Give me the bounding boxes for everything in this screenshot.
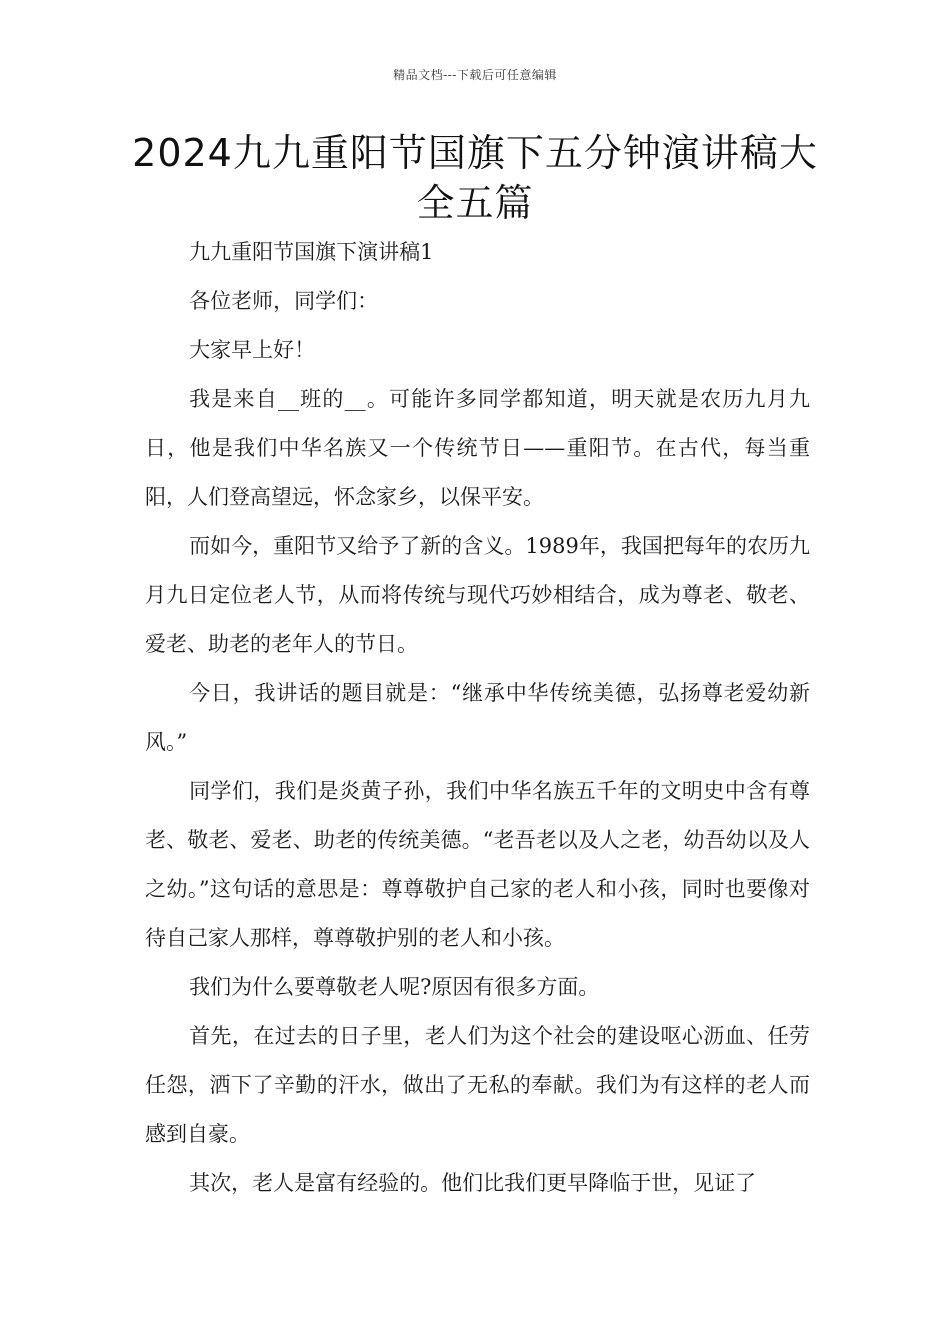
- paragraph: 我是来自__班的__。可能许多同学都知道，明天就是农历九月九日，他是我们中华名族又一个传统节日——重阳节。在古代，每当重阳，人们登高望远，怀念家乡，以保平安。: [145, 387, 810, 509]
- paragraph: 今日，我讲话的题目就是：“继承中华传统美德，弘扬尊老爱幼新风。”: [145, 681, 810, 754]
- paragraph: 首先，在过去的日子里，老人们为这个社会的建设呕心沥血、任劳任怨，洒下了辛勤的汗水，做出了无私的奉献。我们为有这样的老人而感到自豪。: [145, 1024, 810, 1146]
- header-note: 精品文档---下载后可任意编辑: [393, 68, 557, 82]
- document-title: 2024九九重阳节国旗下五分钟演讲稿大全五篇: [132, 131, 818, 225]
- paragraph: 同学们，我们是炎黄子孙，我们中华名族五千年的文明史中含有尊老、敬老、爱老、助老的传统美德。“老吾老以及人之老，幼吾幼以及人之幼。”这句话的意思是：尊尊敬护自己家的老人和小孩，同时也要像对待自己家人那样，尊尊敬护别的老人和小孩。: [145, 779, 810, 950]
- paragraph: 我们为什么要尊敬老人呢?原因有很多方面。: [189, 975, 600, 999]
- paragraph: 而如今，重阳节又给予了新的含义。1989年，我国把每年的农历九月九日定位老人节，从而将传统与现代巧妙相结合，成为尊老、敬老、爱老、助老的老年人的节日。: [145, 534, 810, 656]
- paragraph: 其次，老人是富有经验的。他们比我们更早降临于世，见证了: [189, 1171, 757, 1195]
- paragraph: 各位老师，同学们：: [189, 289, 379, 313]
- paragraph: 九九重阳节国旗下演讲稿1: [189, 240, 434, 264]
- paragraph: 大家早上好！: [189, 338, 316, 362]
- document-body: [145, 228, 810, 1208]
